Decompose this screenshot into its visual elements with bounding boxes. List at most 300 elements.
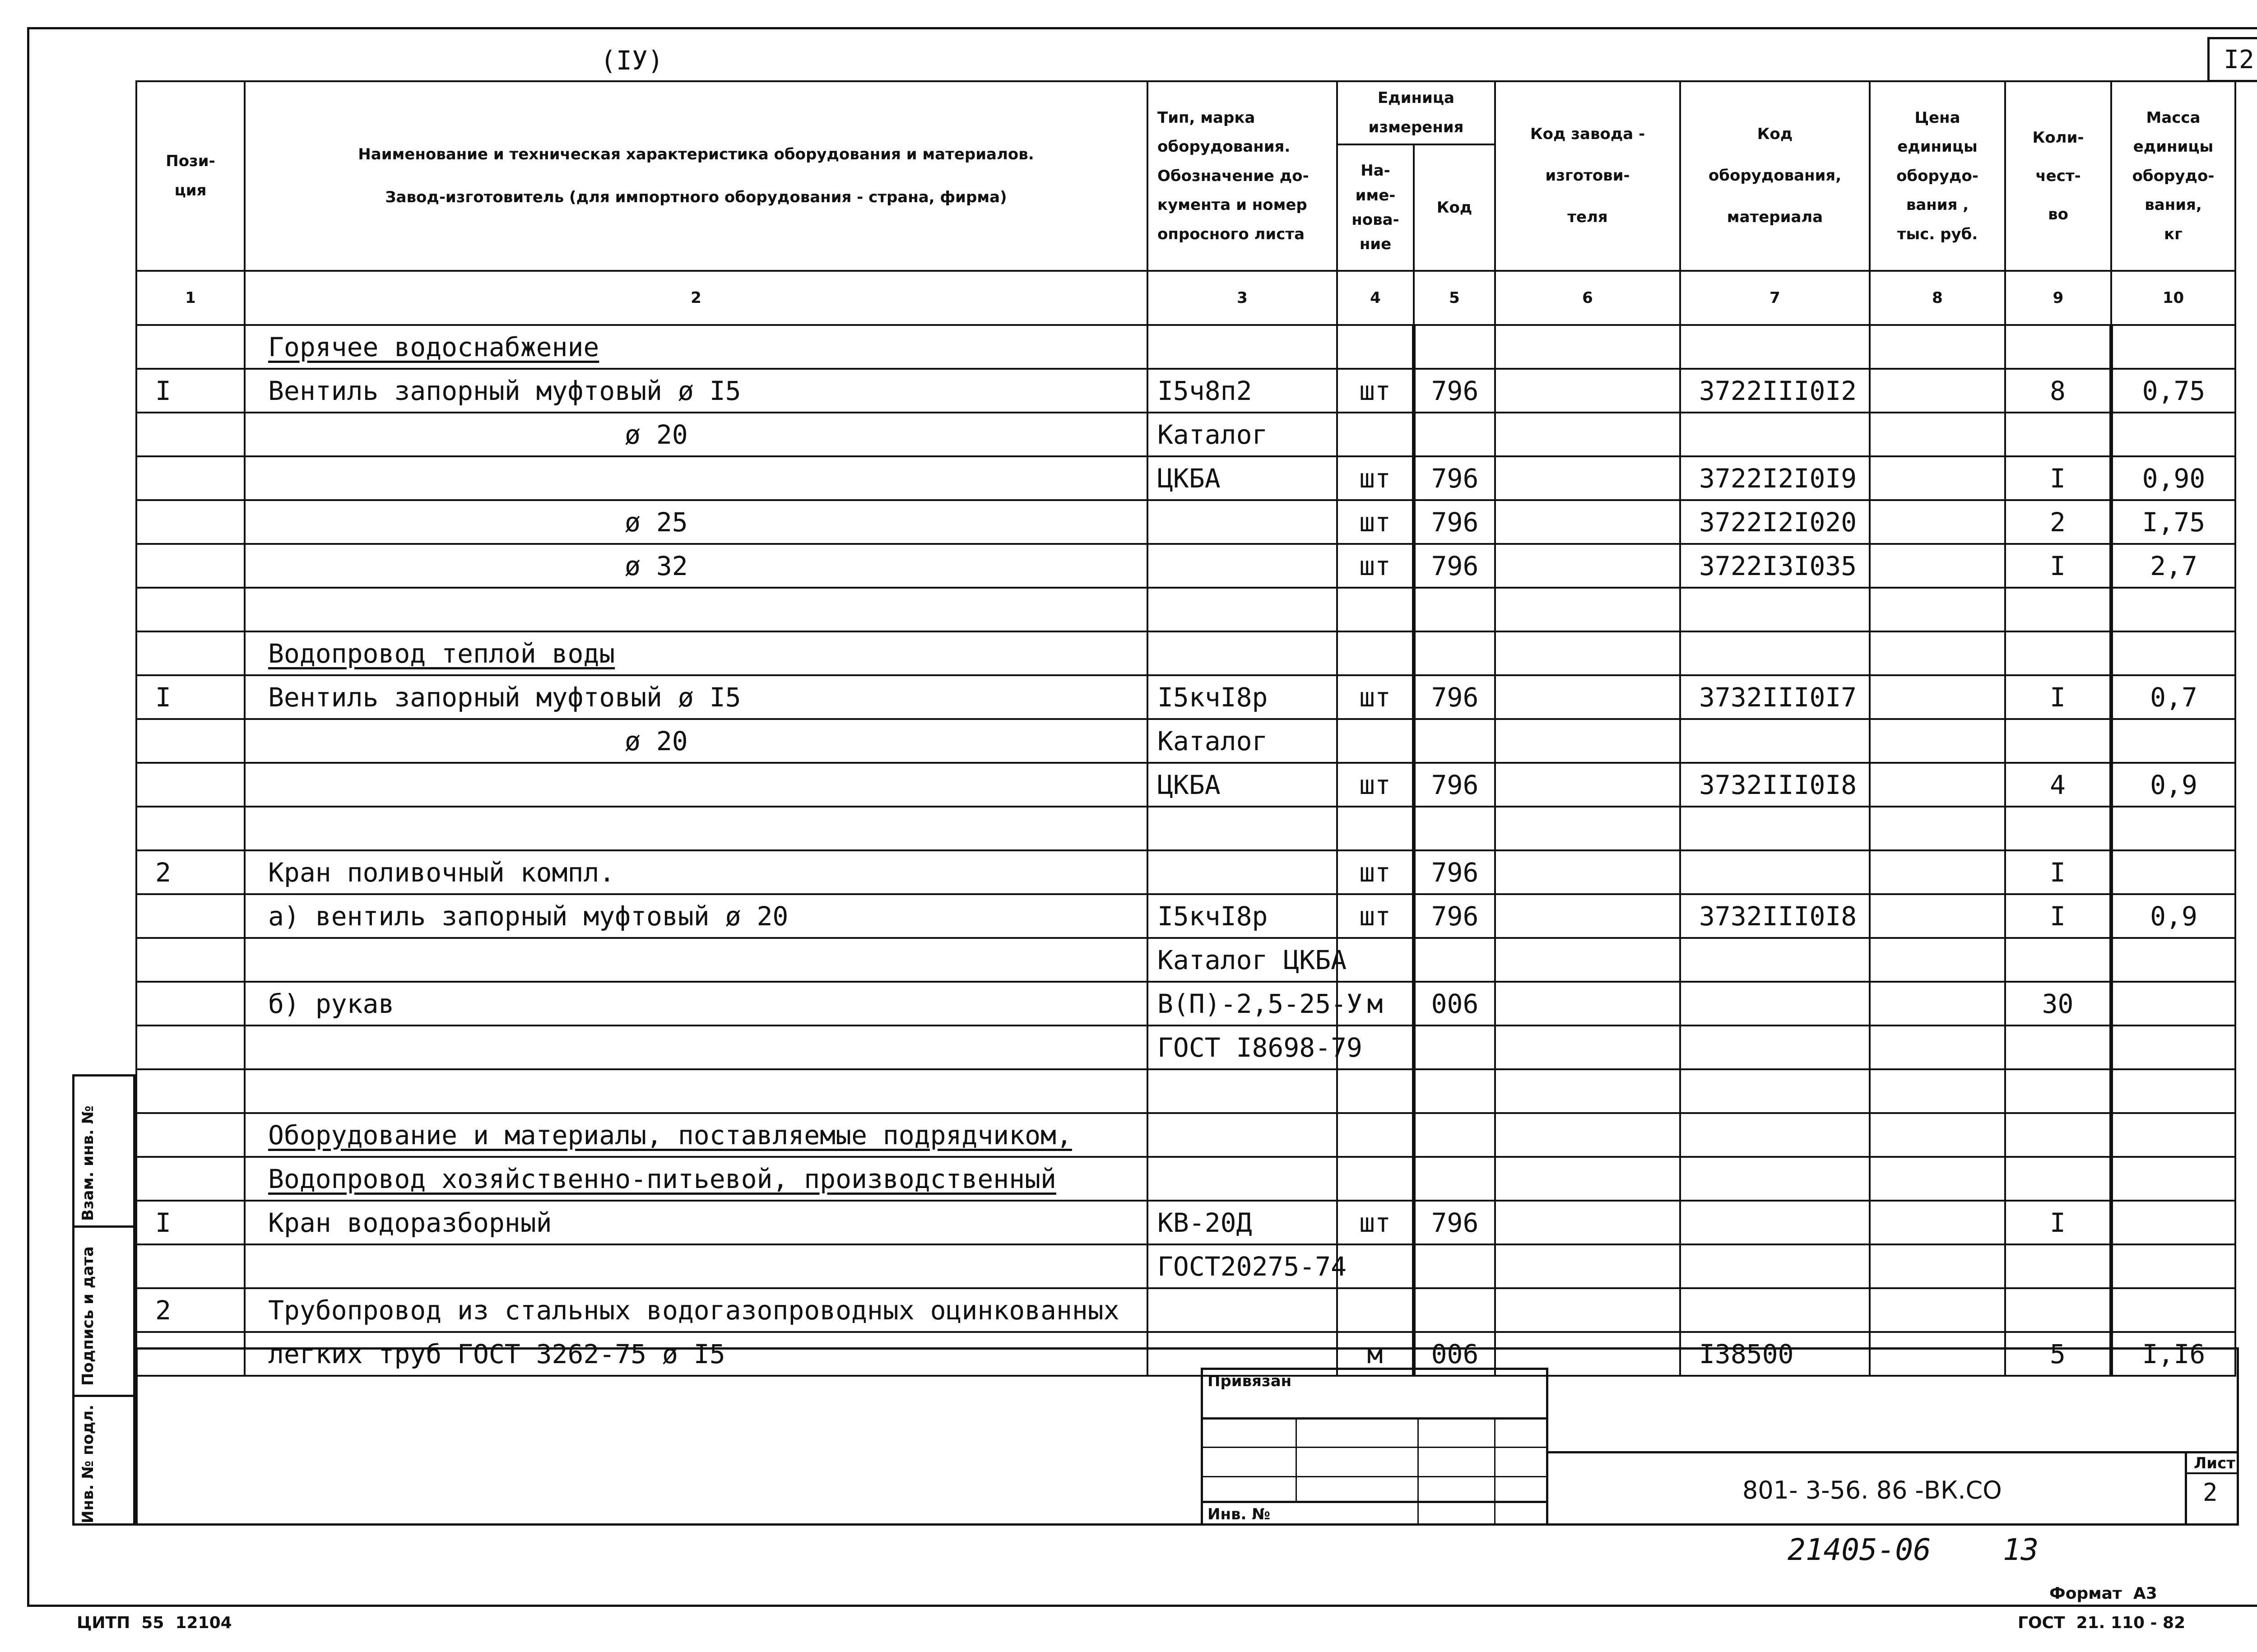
row-price [1870,1157,2005,1201]
table-row [136,544,2235,588]
row-unit-code [1414,675,1495,719]
table-row [136,1069,2235,1113]
row-equipment-code [1680,325,1870,369]
row-equipment-code [1680,982,1870,1026]
row-position [136,850,245,894]
row-quantity-text: I [2050,550,2066,581]
row-type-mark [1147,1113,1337,1157]
row-unit-name [1337,1157,1414,1201]
column-number: 4 [1337,271,1414,325]
header-price: Цена единицы оборудо- вания , тыс. руб. [1870,81,2005,271]
privyazan-line [1201,1447,1548,1448]
row-equipment-code [1680,719,1870,763]
row-unit-name [1337,938,1414,982]
section-label: (IУ) [600,45,664,76]
row-unit-code [1414,1113,1495,1157]
row-name [245,544,1147,588]
row-equipment-code-text: 3732III0I7 [1699,682,1857,713]
row-quantity-text: I [2050,1207,2066,1238]
row-unit-code [1414,588,1495,631]
doc-code: 801- 3-56. 86 -ВК.СО [1742,1476,2002,1504]
row-unit-name [1337,544,1414,588]
row-name-text: Кран поливочный компл. [268,857,615,888]
row-equipment-code [1680,1157,1870,1201]
row-unit-code-text: 796 [1431,769,1479,800]
side-binding-vzam [72,1074,135,1228]
privyazan-line [1201,1476,1548,1477]
row-equipment-code [1680,369,1870,413]
row-position [136,1244,245,1288]
row-equipment-code [1680,500,1870,544]
row-name-text: ø 20 [625,419,688,450]
row-name [245,1288,1147,1332]
row-name [245,500,1147,544]
row-equipment-code [1680,588,1870,631]
row-unit-name [1337,325,1414,369]
row-name-text: а) вентиль запорный муфтовый ø 20 [268,900,789,932]
row-unit-code [1414,850,1495,894]
row-type-mark [1147,500,1337,544]
column-number: 1 [136,271,245,325]
header-type: Тип, марка оборудования. Обозначение до- кумента и номер опросного листа [1147,81,1337,271]
row-mass [2111,938,2235,982]
row-unit-name-text: шт [1359,1207,1391,1238]
row-unit-name [1337,763,1414,807]
row-quantity [2005,1026,2111,1069]
table-row [136,1026,2235,1069]
row-unit-code [1414,982,1495,1026]
row-unit-code [1414,1157,1495,1201]
row-name [245,325,1147,369]
table-row [136,456,2235,500]
column-number: 5 [1414,271,1495,325]
header-unit-code: Код [1414,144,1495,271]
row-position [136,544,245,588]
row-position [136,631,245,675]
row-unit-code [1414,938,1495,982]
row-quantity [2005,675,2111,719]
row-equipment-code [1680,456,1870,500]
row-position [136,719,245,763]
table-row [136,500,2235,544]
row-unit-code-text: 006 [1431,1338,1479,1369]
row-unit-name [1337,675,1414,719]
row-mass [2111,763,2235,807]
row-quantity-text: I [2050,900,2066,932]
row-name-text: Водопровод хозяйственно-питьевой, производственный [268,1163,1056,1194]
table-row [136,1244,2235,1288]
row-type-mark [1147,982,1362,1026]
row-factory-code [1495,456,1680,500]
row-name [245,1201,1147,1244]
row-equipment-code [1680,807,1870,850]
row-position [136,675,245,719]
row-quantity [2005,413,2111,456]
row-price [1870,413,2005,456]
row-type-mark [1147,413,1337,456]
row-position-text: I [155,1207,171,1238]
row-mass [2111,982,2235,1026]
row-type-mark [1147,1026,1362,1069]
table-row [136,1201,2235,1244]
row-name [245,588,1147,631]
row-name [245,719,1147,763]
row-mass [2111,1113,2235,1157]
header-equipment-code: Код оборудования, материала [1680,81,1870,271]
privyazan-label: Привязан [1207,1372,1292,1390]
row-type-mark [1147,763,1337,807]
row-position [136,456,245,500]
row-name-text: легких труб ГОСТ 3262-75 ø I5 [268,1338,725,1369]
row-mass [2111,850,2235,894]
row-name-text: Кран водоразборный [268,1207,552,1238]
row-price [1870,763,2005,807]
row-unit-name [1337,1244,1414,1288]
row-factory-code [1495,544,1680,588]
row-type-mark [1147,894,1337,938]
row-position [136,894,245,938]
row-unit-code [1414,500,1495,544]
footer-left-code: ЦИТП 55 12104 [77,1614,232,1632]
row-type-mark-text: КВ-20Д [1157,1207,1252,1238]
row-position [136,413,245,456]
row-price [1870,807,2005,850]
row-price [1870,982,2005,1026]
row-type-mark [1147,807,1337,850]
row-factory-code [1495,1113,1680,1157]
row-type-mark [1147,938,1347,982]
row-name [245,894,1147,938]
row-type-mark [1147,1157,1337,1201]
row-quantity [2005,325,2111,369]
row-mass-text: I,75 [2142,506,2206,538]
row-unit-name-text: шт [1359,682,1391,713]
row-unit-name-text: шт [1359,550,1391,581]
row-name [245,1113,1147,1157]
row-factory-code [1495,1157,1680,1201]
row-equipment-code [1680,1069,1870,1113]
header-mass: Масса единицы оборудо- вания, кг [2111,81,2235,271]
table-row [136,1113,2235,1157]
row-name-text: ø 32 [625,550,688,581]
row-type-mark-text: I5кчI8р [1157,900,1268,932]
row-mass [2111,1157,2235,1201]
row-unit-code-text: 796 [1431,506,1479,538]
row-type-mark [1147,456,1337,500]
row-position [136,1157,245,1201]
row-mass-text: I,I6 [2142,1338,2206,1369]
row-quantity [2005,631,2111,675]
row-name-text: Трубопровод из стальных водогазопроводных оцинкованных [268,1295,1119,1326]
row-name [245,1244,1147,1288]
row-name [245,807,1147,850]
row-factory-code [1495,588,1680,631]
row-unit-code [1414,719,1495,763]
row-unit-code [1414,1244,1495,1288]
row-factory-code [1495,1288,1680,1332]
side-binding-podpis [72,1225,135,1397]
privyazan-line [1201,1417,1548,1420]
row-equipment-code [1680,938,1870,982]
row-unit-code [1414,894,1495,938]
row-name-text: ø 20 [625,725,688,756]
privyazan-vline [1494,1417,1495,1526]
row-factory-code [1495,675,1680,719]
row-price [1870,938,2005,982]
row-price [1870,1288,2005,1332]
column-number: 7 [1680,271,1870,325]
row-equipment-code [1680,544,1870,588]
row-equipment-code-text: 3722I2I0I9 [1699,463,1857,494]
row-position-text: I [155,682,171,713]
specification-table [135,80,2236,1377]
row-mass [2111,719,2235,763]
row-mass [2111,544,2235,588]
header-factory-code: Код завода - изготови- теля [1495,81,1680,271]
row-price [1870,1026,2005,1069]
row-quantity [2005,850,2111,894]
table-row [136,588,2235,631]
row-mass-text: 0,75 [2142,375,2206,406]
row-quantity [2005,1288,2111,1332]
row-unit-name [1337,1113,1414,1157]
row-unit-name [1337,413,1414,456]
row-unit-name [1337,1288,1414,1332]
page-number-box [2207,37,2257,82]
row-name-text: ø 25 [625,506,688,538]
row-price [1870,719,2005,763]
row-name [245,1026,1147,1069]
list-number: 2 [2203,1478,2218,1507]
row-unit-code [1414,1026,1495,1069]
table-row [136,631,2235,675]
row-unit-name [1337,369,1414,413]
row-equipment-code-text: I38500 [1699,1338,1794,1369]
row-quantity [2005,807,2111,850]
row-position-text: 2 [155,857,171,888]
table-row [136,894,2235,938]
row-name [245,631,1147,675]
row-quantity [2005,1201,2111,1244]
row-mass-text: 2,7 [2150,550,2197,581]
row-unit-code [1414,369,1495,413]
table-row [136,763,2235,807]
row-unit-name-text: м [1367,1338,1383,1369]
row-equipment-code [1680,850,1870,894]
footer-format: Формат А3 [2049,1584,2157,1603]
row-equipment-code-text: 3722III0I2 [1699,375,1857,406]
row-equipment-code [1680,413,1870,456]
row-unit-code-text: 796 [1431,682,1479,713]
row-unit-name-text: шт [1359,506,1391,538]
column-number: 6 [1495,271,1680,325]
row-equipment-code [1680,1288,1870,1332]
table-row [136,369,2235,413]
row-quantity [2005,1113,2111,1157]
row-type-mark-text: Каталог [1157,419,1268,450]
row-name-text: Горячее водоснабжение [268,331,599,362]
row-factory-code [1495,763,1680,807]
row-type-mark-text: ЦКБА [1157,769,1221,800]
row-mass-text: 0,90 [2142,463,2206,494]
row-quantity [2005,544,2111,588]
row-type-mark-text: В(П)-2,5-25-У [1157,988,1362,1019]
row-equipment-code-text: 3732III0I8 [1699,900,1857,932]
row-mass [2111,325,2235,369]
row-unit-name [1337,631,1414,675]
row-position [136,807,245,850]
row-name-text: Оборудование и материалы, поставляемые подрядчиком, [268,1119,1072,1151]
row-position [136,763,245,807]
row-price [1870,325,2005,369]
row-factory-code [1495,938,1680,982]
row-factory-code [1495,1069,1680,1113]
row-name [245,456,1147,500]
table-row [136,807,2235,850]
row-mass [2111,1288,2235,1332]
row-quantity-text: I [2050,463,2066,494]
column-number: 8 [1870,271,2005,325]
header-quantity: Коли- чест- во [2005,81,2111,271]
row-type-mark-text: I5ч8п2 [1157,375,1252,406]
row-equipment-code [1680,1201,1870,1244]
column-number-row [136,271,2235,325]
row-quantity [2005,1069,2111,1113]
privyazan-line [1201,1501,1548,1503]
row-price [1870,588,2005,631]
row-mass [2111,413,2235,456]
row-quantity [2005,719,2111,763]
row-price [1870,631,2005,675]
row-type-mark [1147,325,1337,369]
row-price [1870,675,2005,719]
row-factory-code [1495,631,1680,675]
row-unit-code [1414,1069,1495,1113]
row-unit-code-text: 006 [1431,988,1479,1019]
row-name-text: Вентиль запорный муфтовый ø I5 [268,375,741,406]
row-position-text: 2 [155,1295,171,1326]
row-price [1870,894,2005,938]
row-position [136,500,245,544]
row-equipment-code [1680,763,1870,807]
row-unit-code [1414,456,1495,500]
row-factory-code [1495,1026,1680,1069]
row-position [136,982,245,1026]
row-name [245,413,1147,456]
row-unit-name [1337,500,1414,544]
row-unit-name [1337,1201,1414,1244]
row-unit-code [1414,1288,1495,1332]
row-equipment-code [1680,1026,1870,1069]
row-type-mark-text: ЦКБА [1157,463,1221,494]
handwritten-number: 21405-06 13 [1788,1532,2039,1567]
row-factory-code [1495,413,1680,456]
row-mass-text: 0,9 [2150,900,2197,932]
row-factory-code [1495,325,1680,369]
side-label-inv: Инв. № подл. [79,1404,97,1523]
row-mass [2111,807,2235,850]
side-label-vzam: Взам. инв. № [79,1105,97,1221]
header-row-1 [136,81,2235,144]
row-quantity [2005,894,2111,938]
list-divider [2185,1472,2239,1474]
row-position-text: I [155,375,171,406]
row-quantity-text: 4 [2050,769,2066,800]
row-unit-code [1414,413,1495,456]
row-type-mark [1147,1069,1337,1113]
row-quantity [2005,938,2111,982]
row-price [1870,1113,2005,1157]
row-type-mark [1147,719,1337,763]
row-mass [2111,456,2235,500]
row-price [1870,369,2005,413]
row-position [136,588,245,631]
row-unit-name [1337,807,1414,850]
inv-no-label: Инв. № [1207,1505,1271,1523]
column-number: 10 [2111,271,2235,325]
row-mass [2111,1069,2235,1113]
row-quantity-text: 5 [2050,1338,2066,1369]
row-unit-name [1337,456,1414,500]
row-price [1870,500,2005,544]
row-quantity [2005,982,2111,1026]
row-name-text: Водопровод теплой воды [268,638,615,669]
row-factory-code [1495,719,1680,763]
footer-gost: ГОСТ 21. 110 - 82 [2018,1614,2186,1632]
column-number: 3 [1147,271,1337,325]
row-unit-code [1414,1201,1495,1244]
row-unit-code [1414,763,1495,807]
row-name [245,763,1147,807]
row-type-mark [1147,1201,1337,1244]
row-quantity [2005,1157,2111,1201]
table-row [136,1288,2235,1332]
row-price [1870,1244,2005,1288]
row-equipment-code [1680,894,1870,938]
row-type-mark [1147,1244,1347,1288]
row-unit-name [1337,894,1414,938]
row-position [136,1113,245,1157]
row-mass [2111,894,2235,938]
row-factory-code [1495,500,1680,544]
row-price [1870,544,2005,588]
column-number: 2 [245,271,1147,325]
row-type-mark-text: ГОСТ20275-74 [1157,1251,1347,1282]
row-name [245,1069,1147,1113]
table-row [136,982,2235,1026]
row-mass-text: 0,7 [2150,682,2197,713]
row-price [1870,850,2005,894]
row-type-mark [1147,369,1337,413]
row-quantity-text: 8 [2050,375,2066,406]
privyazan-vline [1296,1417,1297,1501]
table-row [136,413,2235,456]
row-type-mark-text: Каталог ЦКБА [1157,944,1347,975]
header-name: Наименование и техническая характеристика оборудования и материалов. Завод-изготовитель (для импортного оборудования - страна, фирма) [245,81,1147,271]
row-mass [2111,631,2235,675]
row-unit-name [1337,1069,1414,1113]
table-row [136,938,2235,982]
row-unit-code [1414,631,1495,675]
row-price [1870,1201,2005,1244]
privyazan-vline [1417,1417,1419,1526]
row-type-mark [1147,544,1337,588]
row-unit-name-text: шт [1359,769,1391,800]
row-mass [2111,1026,2235,1069]
table-row [136,325,2235,369]
row-mass [2111,500,2235,544]
row-unit-code [1414,807,1495,850]
